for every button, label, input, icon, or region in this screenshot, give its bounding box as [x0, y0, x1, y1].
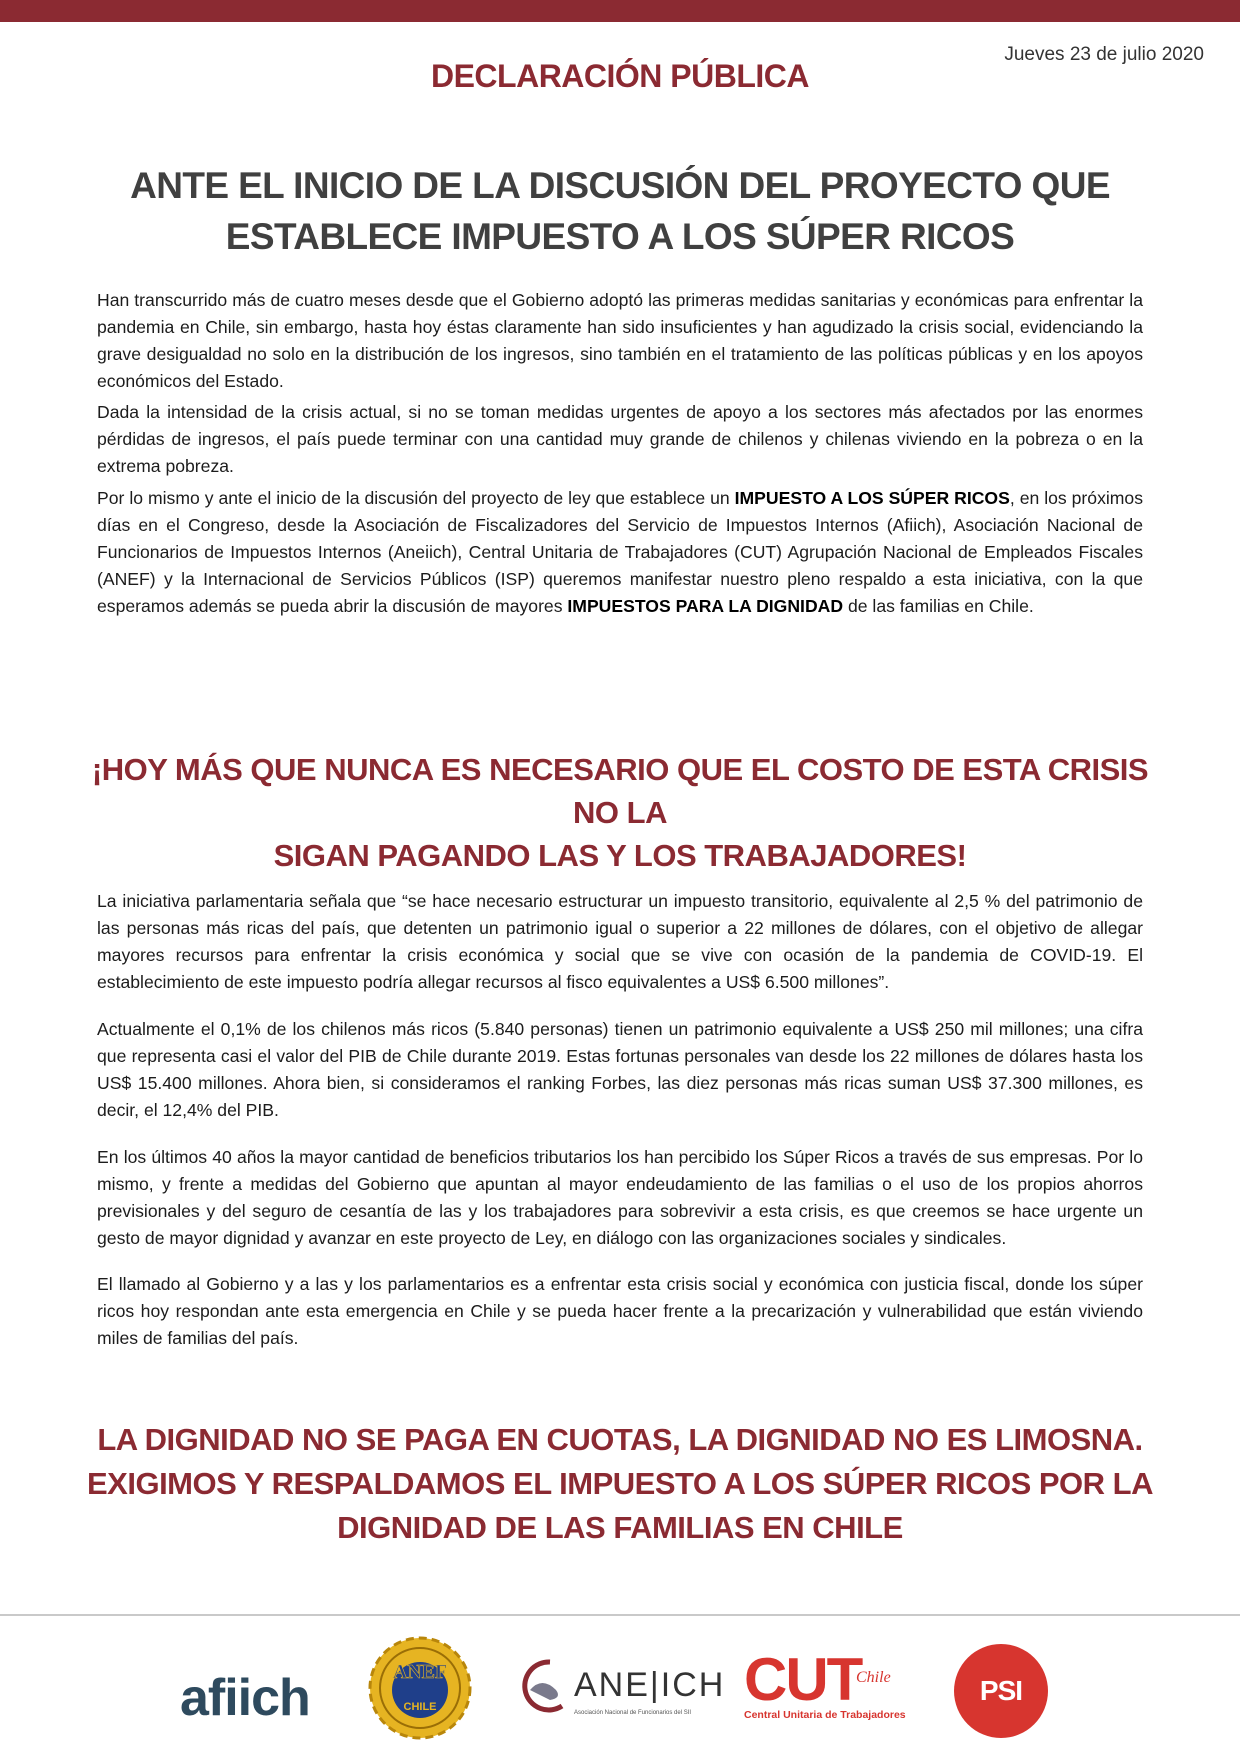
logo-strip	[0, 1620, 1240, 1753]
title-line: ESTABLECE IMPUESTO A LOS SÚPER RICOS	[225, 216, 1015, 257]
anef-logo-subtext: CHILE	[403, 1701, 437, 1713]
paragraph-3-bold: IMPUESTO A LOS SÚPER RICOS	[734, 488, 1010, 508]
cut-logo-chile: Chile	[856, 1669, 891, 1686]
title-line: ANTE EL INICIO DE LA DISCUSIÓN DEL PROYECTO QUE	[130, 165, 1110, 206]
paragraph-3	[97, 485, 1143, 620]
document-date: Jueves 23 de julio 2020	[1004, 44, 1204, 65]
paragraph-7: El llamado al Gobierno y a las y los parlamentarios es a enfrentar esta crisis social y económica con justicia fiscal, donde los súper ricos hoy respondan ante esta emergencia en Chile y se pueda hacer frente a la precarización y vulnerabilidad que están viviendo miles de familias del país.	[97, 1274, 1143, 1348]
slogan-workers	[80, 748, 1160, 877]
afiich-logo: afiich	[180, 1669, 310, 1727]
paragraph-1: Han transcurrido más de cuatro meses desde que el Gobierno adoptó las primeras medidas sanitarias y económicas para enfrentar la pandemia en Chile, sin embargo, hasta hoy éstas claramente han sido insuficientes y han agudizado la crisis social, evidenciando la grave desigualdad no solo en la distribución de los ingresos, sino también en el tratamiento de las políticas públicas y en los apoyos económicos del Estado.	[97, 290, 1143, 391]
anef-logo	[366, 1634, 474, 1742]
aneich-logo-subtext: Asociación Nacional de Funcionarios del SII	[574, 1710, 692, 1716]
psi-logo	[954, 1644, 1048, 1738]
aneich-logo-text: ANE|ICH	[574, 1666, 726, 1704]
paragraph-3-text: Por lo mismo y ante el inicio de la discusión del proyecto de ley que establece un	[97, 488, 735, 508]
gear-icon	[370, 1638, 470, 1738]
document-title	[120, 160, 1120, 262]
paragraph-6: En los últimos 40 años la mayor cantidad de beneficios tributarios los han percibido los Súper Ricos a través de sus empresas. Por lo mismo, y frente a medidas del Gobierno que apuntan al mayor endeudamiento de las familias o el uso de los propios ahorros previsionales y del seguro de cesantía de las y los trabajadores para sobrevivir a esta crisis, es que creemos se hace urgente un gesto de mayor dignidad y avanzar en este proyecto de Ley, en diálogo con las organizaciones sociales y sindicales.	[97, 1147, 1143, 1248]
slogan-line: LA DIGNIDAD NO SE PAGA EN CUOTAS, LA DIGNIDAD NO ES LIMOSNA.	[97, 1422, 1143, 1457]
cut-logo-text: CUT	[744, 1646, 862, 1713]
aneich-logo	[516, 1650, 726, 1728]
slogan-line: SIGAN PAGANDO LAS Y LOS TRABAJADORES!	[273, 838, 967, 873]
anef-logo-text: ANEF	[392, 1661, 448, 1683]
slogan-dignity	[80, 1418, 1160, 1550]
cut-logo	[744, 1642, 904, 1730]
slogan-line: EXIGIMOS Y RESPALDAMOS EL IMPUESTO A LOS SÚPER RICOS POR LA	[86, 1466, 1153, 1501]
paragraph-3-bold: IMPUESTOS PARA LA DIGNIDAD	[567, 596, 844, 616]
paragraph-4: La iniciativa parlamentaria señala que “se hace necesario estructurar un impuesto transitorio, equivalente al 2,5 % del patrimonio de las personas más ricas del país, que detenten un patrimonio igual o superior a 22 millones de dólares, con el objetivo de allegar mayores recursos para enfrentar la crisis económica y social que se vive con ocasión de la pandemia de COVID-19. El establecimiento de este impuesto podría allegar recursos al fisco equivalentes a US$ 6.500 millones”.	[97, 891, 1143, 992]
paragraph-3-text: , en los próximos días en el Congreso, desde la Asociación de Fiscalizadores del Servicio de Impuestos Internos (Afiich), Asociación Nacional de Funcionarios de Impuestos Internos (Aneiich), Central Unitaria de Trabajadores (CUT) Agrupación Nacional de Empleados Fiscales (ANEF) y la Internacional de Servicios Públicos (ISP) queremos manifestar nuestro pleno respaldo a esta iniciativa, con la que esperamos además se pueda abrir la discusión de mayores	[97, 488, 1144, 616]
slogan-line: ¡HOY MÁS QUE NUNCA ES NECESARIO QUE EL COSTO DE ESTA CRISIS NO LA	[91, 752, 1149, 830]
slogan-line: DIGNIDAD DE LAS FAMILIAS EN CHILE	[337, 1510, 903, 1545]
psi-logo-text: PSI	[979, 1675, 1023, 1706]
paragraph-3-text: de las familias en Chile.	[843, 596, 1034, 616]
cut-logo-subtext: Central Unitaria de Trabajadores	[744, 1709, 906, 1721]
footer-divider	[0, 1614, 1240, 1616]
swirl-icon	[525, 1662, 562, 1710]
paragraph-2: Dada la intensidad de la crisis actual, si no se toman medidas urgentes de apoyo a los sectores más afectados por las enormes pérdidas de ingresos, el país puede terminar con una cantidad muy grande de chilenos y chilenas viviendo en la pobreza o en la extrema pobreza.	[97, 402, 1143, 476]
paragraph-5: Actualmente el 0,1% de los chilenos más ricos (5.840 personas) tienen un patrimonio equivalente a US$ 250 mil millones; una cifra que representa casi el valor del PIB de Chile durante 2019. Estas fortunas personales van desde los 22 millones de dólares hasta los US$ 15.400 millones. Ahora bien, si consideramos el ranking Forbes, las diez personas más ricas suman US$ 37.300 millones, es decir, el 12,4% del PIB.	[97, 1019, 1143, 1120]
top-accent-bar	[0, 0, 1240, 22]
declaration-heading: DECLARACIÓN PÚBLICA	[430, 58, 810, 94]
